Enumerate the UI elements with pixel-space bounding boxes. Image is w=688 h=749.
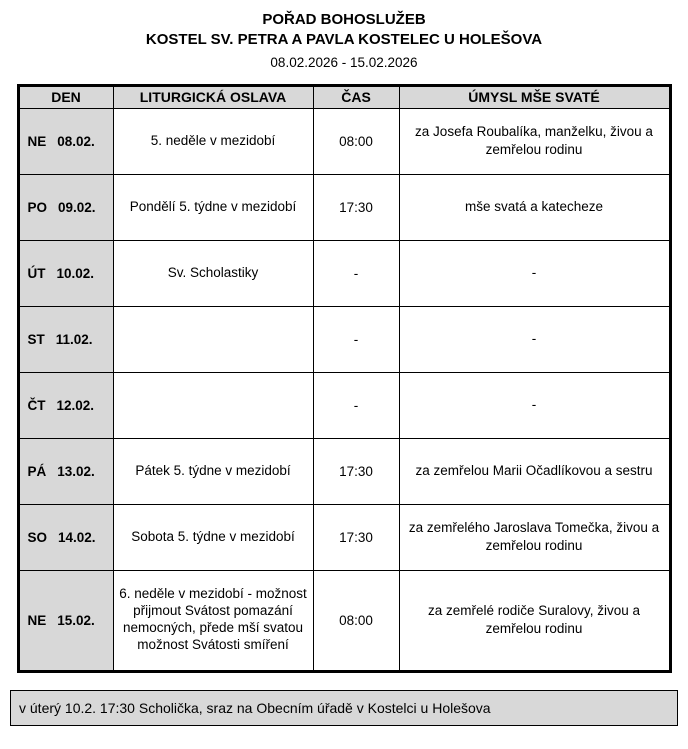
celebration-cell: 6. neděle v mezidobí - možnost přijmout Svátost pomazání nemocných, přede mší svatou možnost Svátosti smíření	[113, 570, 313, 671]
intention-cell: za zemřelé rodiče Suralovy, živou a zemřelou rodinu	[399, 570, 670, 671]
celebration-cell: Pátek 5. týdne v mezidobí	[113, 438, 313, 504]
day-date: 14.02.	[58, 529, 96, 545]
intention-cell: -	[399, 306, 670, 372]
document-header	[0, 0, 688, 70]
day-date: 10.02.	[56, 265, 95, 281]
celebration-cell	[113, 306, 313, 372]
time-cell: 08:00	[313, 108, 399, 174]
time-cell: -	[313, 372, 399, 438]
col-header-celebration: LITURGICKÁ OSLAVA	[113, 85, 313, 108]
date-range: 08.02.2026 - 15.02.2026	[270, 54, 418, 70]
table-row	[18, 438, 670, 504]
day-abbrev: ÚT	[27, 265, 46, 281]
day-date: 09.02.	[58, 199, 96, 215]
celebration-cell: 5. neděle v mezidobí	[113, 108, 313, 174]
intention-cell: -	[399, 240, 670, 306]
footer-note: v úterý 10.2. 17:30 Scholička, sraz na Obecním úřadě v Kostelci u Holešova	[10, 690, 678, 726]
intention-cell: mše svatá a katecheze	[399, 174, 670, 240]
day-abbrev: PÁ	[27, 463, 47, 479]
day-date: 15.02.	[57, 612, 95, 628]
celebration-cell: Sv. Scholastiky	[113, 240, 313, 306]
time-cell: 17:30	[313, 438, 399, 504]
intention-cell: za zemřelého Jaroslava Tomečka, živou a zemřelou rodinu	[399, 504, 670, 570]
day-date: 13.02.	[57, 463, 95, 479]
intention-cell: za Josefa Roubalíka, manželku, živou a zemřelou rodinu	[399, 108, 670, 174]
table-header-row	[18, 85, 670, 108]
den-cell	[18, 504, 113, 570]
time-cell: 17:30	[313, 174, 399, 240]
table-row	[18, 570, 670, 671]
page-title: POŘAD BOHOSLUŽEB	[262, 11, 426, 28]
celebration-cell: Sobota 5. týdne v mezidobí	[113, 504, 313, 570]
day-abbrev: ČT	[27, 397, 46, 413]
day-abbrev: NE	[27, 612, 47, 628]
col-header-den: DEN	[18, 85, 113, 108]
table-row	[18, 372, 670, 438]
day-date: 12.02.	[56, 397, 95, 413]
schedule-table	[17, 84, 672, 673]
celebration-cell	[113, 372, 313, 438]
intention-cell: -	[399, 372, 670, 438]
table-row	[18, 108, 670, 174]
time-cell: 08:00	[313, 570, 399, 671]
col-header-intention: ÚMYSL MŠE SVATÉ	[399, 85, 670, 108]
day-date: 08.02.	[57, 133, 95, 149]
church-subtitle: KOSTEL SV. PETRA A PAVLA KOSTELEC U HOLEŠOVA	[145, 31, 543, 49]
den-cell	[18, 570, 113, 671]
den-cell	[18, 108, 113, 174]
den-cell	[18, 306, 113, 372]
den-cell	[18, 240, 113, 306]
den-cell	[18, 174, 113, 240]
day-date: 11.02.	[55, 331, 93, 347]
day-abbrev: PO	[27, 199, 48, 215]
time-cell: -	[313, 306, 399, 372]
table-row	[18, 174, 670, 240]
time-cell: 17:30	[313, 504, 399, 570]
table-row	[18, 240, 670, 306]
day-abbrev: ST	[27, 331, 45, 347]
table-row	[18, 306, 670, 372]
den-cell	[18, 438, 113, 504]
celebration-cell: Pondělí 5. týdne v mezidobí	[113, 174, 313, 240]
day-abbrev: NE	[27, 133, 47, 149]
table-row	[18, 504, 670, 570]
day-abbrev: SO	[27, 529, 48, 545]
intention-cell: za zemřelou Marii Očadlíkovou a sestru	[399, 438, 670, 504]
den-cell	[18, 372, 113, 438]
col-header-time: ČAS	[313, 85, 399, 108]
time-cell: -	[313, 240, 399, 306]
